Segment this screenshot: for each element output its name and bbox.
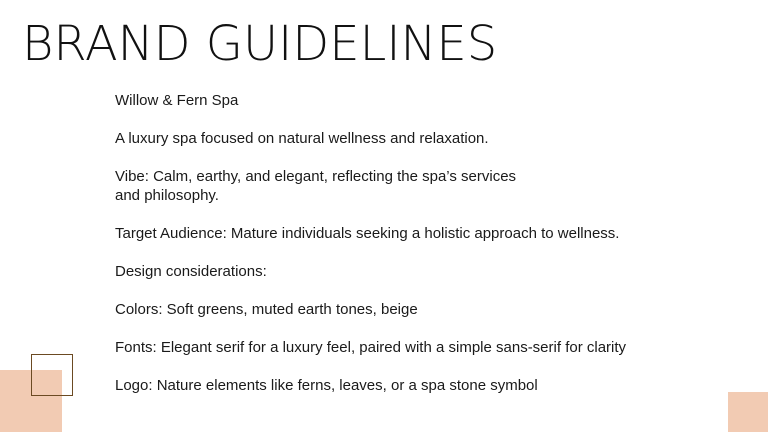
decorative-square-right xyxy=(728,392,768,432)
colors-guideline: Colors: Soft greens, muted earth tones, beige xyxy=(115,301,418,318)
fonts-guideline: Fonts: Elegant serif for a luxury feel, paired with a simple sans-serif for clarity xyxy=(115,339,627,356)
brand-vibe: Vibe: Calm, earthy, and elegant, reflecting the spa’s services and philosophy. xyxy=(115,168,517,204)
design-considerations-heading: Design considerations: xyxy=(115,263,267,280)
logo-guideline: Logo: Nature elements like ferns, leaves, or a spa stone symbol xyxy=(115,377,538,394)
slide-title: BRAND GUIDELINES xyxy=(22,16,498,72)
target-audience: Target Audience: Mature individuals seeking a holistic approach to wellness. xyxy=(115,225,620,242)
decorative-square-outline xyxy=(31,354,73,396)
brand-name: Willow & Fern Spa xyxy=(115,92,239,109)
brand-description: A luxury spa focused on natural wellness and relaxation. xyxy=(115,130,489,147)
slide-body xyxy=(115,91,655,395)
